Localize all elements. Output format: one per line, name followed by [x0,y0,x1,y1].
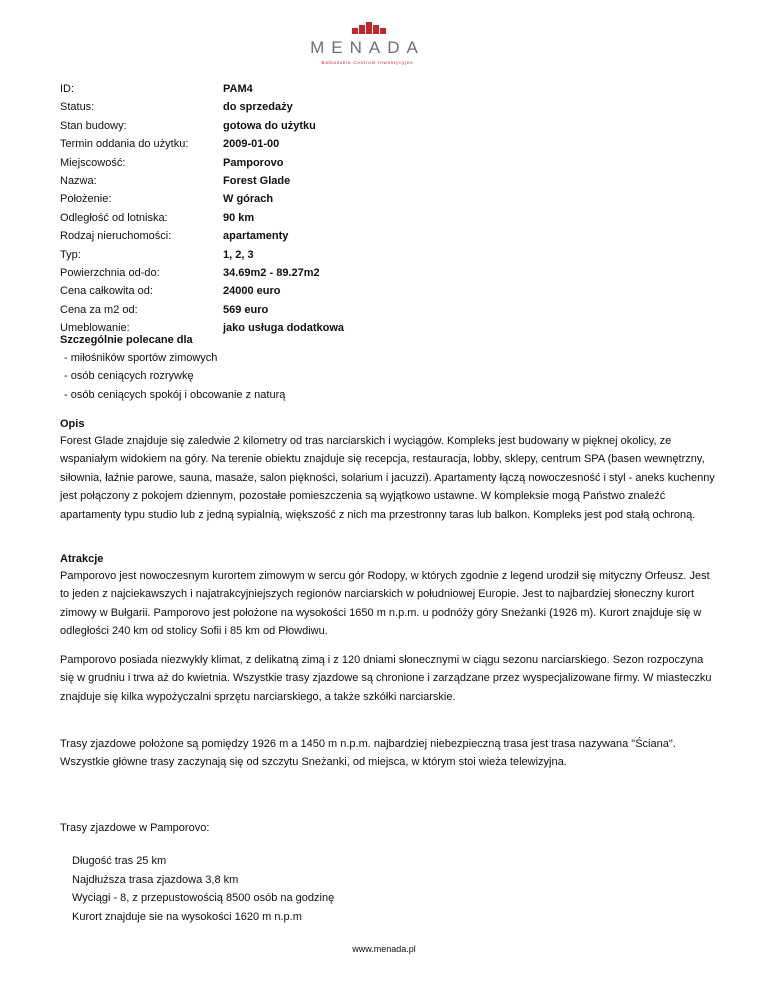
spec-label: Typ: [60,248,81,261]
spec-label: Stan budowy: [60,119,127,132]
spec-label: Miejscowość: [60,156,126,169]
spec-value: apartamenty [223,230,289,243]
slopes-heading: Trasy zjazdowe w Pamporovo: [60,822,210,834]
spec-value: 1, 2, 3 [223,248,254,261]
spec-label: Powierzchnia od-do: [60,266,160,279]
menada-logo [300,22,435,72]
spec-value: gotowa do użytku [223,119,316,132]
spec-value: W górach [223,193,274,206]
spec-value: 24000 euro [223,285,281,298]
list-item: Długość tras 25 km [72,855,167,867]
attractions-paragraph-2: Pamporovo posiada niezwykły klimat, z delikatną zimą i z 120 dniami słonecznymi w ciągu sezonu narciarskiego. Sezon rozpoczyna się w grudniu i trwa aż do kwietnia. Wszystkie trasy zjazdowe są chronione i zarządzane przez wyspecjalizowane firmy. W miasteczku znajduje się kilka wypożyczalni sprzętu narciarskiego, a także szkółki narciarskie. [60,654,712,703]
description-title: Opis [60,418,85,430]
attractions-paragraph-1: Pamporovo jest nowoczesnym kurortem zimowym w sercu gór Rodopy, w których zgodnie z legend urodził się mityczny Orfeusz. Jest to jeden z najciekawszych i najatrakcyjniejszych regionów narciarskich w południowej Europie. Jest to najbardziej słoneczny kurort zimowy w Bułgarii. Pamporovo jest położone na wysokości 1650 m n.p.m. u podnóży góry Sneżanki (1926 m). Kurort znajduje się w odległości 240 km od stolicy Sofii i 85 km od Płowdiwu. [60,570,710,638]
spec-label: Rodzaj nieruchomości: [60,230,172,243]
spec-value: Pamporovo [223,156,284,169]
recommended-title: Szczególnie polecane dla [60,334,193,346]
spec-label: Cena za m2 od: [60,303,138,316]
spec-value: 2009-01-00 [223,138,280,151]
spec-label: Cena całkowita od: [60,285,153,298]
spec-value: PAM4 [223,83,253,95]
list-item: - osób ceniących rozrywkę [64,370,194,383]
spec-row [60,227,344,245]
spec-row [60,282,344,300]
spec-row [60,172,344,190]
spec-row [60,98,344,116]
spec-row [60,246,344,264]
slopes-list [72,852,334,926]
attractions-title: Atrakcje [60,553,104,565]
spec-label: Termin oddania do użytku: [60,138,189,151]
spec-row [60,264,344,282]
spec-row [60,135,344,153]
spec-label: Odległość od lotniska: [60,211,168,224]
spec-row [60,117,344,135]
recommended-list [64,349,285,404]
spec-value: jako usługa dodatkowa [223,322,345,335]
spec-value: 90 km [223,211,255,224]
spec-label: Nazwa: [60,174,97,187]
footer-url: www.menada.pl [352,944,416,954]
logo-tagline: Bałkańskie Centrum Inwestycyjne [321,60,414,65]
list-item: Kurort znajduje sie na wysokości 1620 m n.p.m [72,910,302,923]
spec-value: 569 euro [223,303,269,316]
description-text: Forest Glade znajduje się zaledwie 2 kilometry od tras narciarskich i wyciągów. Kompleks jest budowany w pięknej okolicy, ze wspaniałym widokiem na góry. Na terenie obiektu znajduje się recepcja, restauracja, lobby, sklepy, centrum SPA (basen wewnętrzny, siłownia, łaźnie parowe, sauna, masaże, salon piękności, solarium i jacuzzi). Apartamenty łączą nowoczesność i styl - aneks kuchenny jest połączony z pokojem dziennym, pozostałe pomieszczenia są wyjątkowo ustawne. W kompleksie mogą Państwo znaleźć apartamenty typu studio lub z jedną sypialnią, większość z nich ma przestronny taras lub balkon. Kompleks jest pod stałą ochroną. [60,435,715,521]
spec-row [60,80,344,98]
attractions-paragraph-3: Trasy zjazdowe położone są pomiędzy 1926 m a 1450 m n.p.m. najbardziej niebezpieczną trasa jest trasa nazywana "Ściana". Wszystkie główne trasy zaczynają się od szczytu Sneżanki, od miejsca, w którym stoi wieża telewizyjna. [60,738,676,769]
spec-row [60,209,344,227]
spec-value: 34.69m2 - 89.27m2 [223,266,320,279]
list-item: - osób ceniących spokój i obcowanie z naturą [64,388,286,401]
spec-row [60,190,344,208]
list-item: Najdłuższa trasa zjazdowa 3,8 km [72,873,239,886]
spec-value: do sprzedaży [223,101,293,114]
spec-row [60,301,344,319]
spec-value: Forest Glade [223,174,291,187]
spec-row [60,154,344,172]
spec-label: ID: [60,83,75,95]
property-spec-table [60,80,344,337]
logo-wordmark: MENADA [310,38,425,57]
spec-label: Umeblowanie: [60,322,130,335]
list-item: - miłośników sportów zimowych [64,352,218,364]
spec-label: Położenie: [60,193,112,206]
spec-label: Status: [60,101,95,114]
list-item: Wyciągi - 8, z przepustowością 8500 osób na godzinę [72,892,335,905]
